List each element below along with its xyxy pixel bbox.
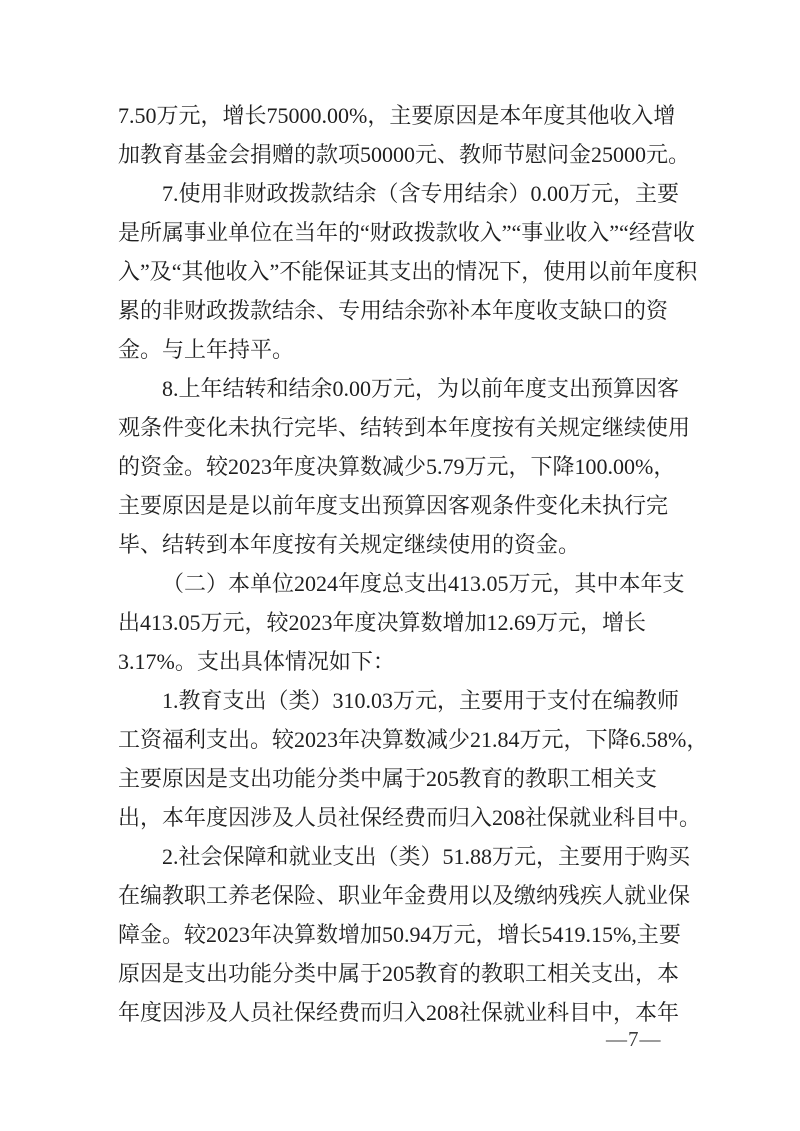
text-line: 加教育基金会捐赠的款项50000元、教师节慰问金25000元。 [118,142,691,167]
text-line: 7.使用非财政拨款结余（含专用结余）0.00万元，主要 [162,181,680,206]
text-line: 障金。较2023年决算数增加50.94万元，增长5419.15%,主要 [118,922,681,947]
text-line: 年度因涉及人员社保经费而归入208社保就业科目中，本年 [118,1000,680,1025]
text-line: （二）本单位2024年度总支出413.05万元，其中本年支 [162,571,685,596]
text-line: 金。与上年持平。 [118,337,295,362]
paragraph-non-fiscal-carryover [118,174,698,369]
text-line: 3.17%。支出具体情况如下： [118,649,395,674]
paragraph-education-expenditure [118,681,709,837]
text-line: 工资福利支出。较2023年决算数减少21.84万元，下降6.58%， [118,727,709,752]
paragraph-social-security-expenditure [118,837,692,1032]
text-line: 主要原因是是以前年度支出预算因客观条件变化未执行完 [118,493,669,518]
text-line: 8.上年结转和结余0.00万元，为以前年度支出预算因客 [162,376,680,401]
text-line: 1.教育支出（类）310.03万元，主要用于支付在编教师 [162,688,680,713]
paragraph-total-expenditure [118,564,692,681]
paragraph-prior-year-carryover [118,369,692,564]
text-line: 在编教职工养老保险、职业年金费用以及缴纳残疾人就业保 [118,883,691,908]
text-line: 累的非财政拨款结余、专用结余弥补本年度收支缺口的资 [118,298,669,323]
document-body [118,96,709,1032]
text-line: 出，本年度因涉及人员社保经费而归入208社保就业科目中。 [118,805,702,830]
text-line: 观条件变化未执行完毕、结转到本年度按有关规定继续使用 [118,415,691,440]
page-number: —7— [606,1027,662,1051]
text-line: 毕、结转到本年度按有关规定继续使用的资金。 [118,532,581,557]
text-line: 2.社会保障和就业支出（类）51.88万元，主要用于购买 [162,844,691,869]
text-line: 主要原因是支出功能分类中属于205教育的教职工相关支 [118,766,658,791]
text-line: 7.50万元，增长75000.00%，主要原因是本年度其他收入增 [118,103,676,128]
paragraph-other-income [118,96,692,174]
text-line: 的资金。较2023年度决算数减少5.79万元，下降100.00%， [118,454,676,479]
text-line: 入”及“其他收入”不能保证其支出的情况下，使用以前年度积 [118,259,698,284]
text-line: 原因是支出功能分类中属于205教育的教职工相关支出，本 [118,961,680,986]
text-line: 是所属事业单位在当年的“财政拨款收入”“事业收入”“经营收 [118,220,695,245]
text-line: 出413.05万元，较2023年度决算数增加12.69万元，增长 [118,610,647,635]
